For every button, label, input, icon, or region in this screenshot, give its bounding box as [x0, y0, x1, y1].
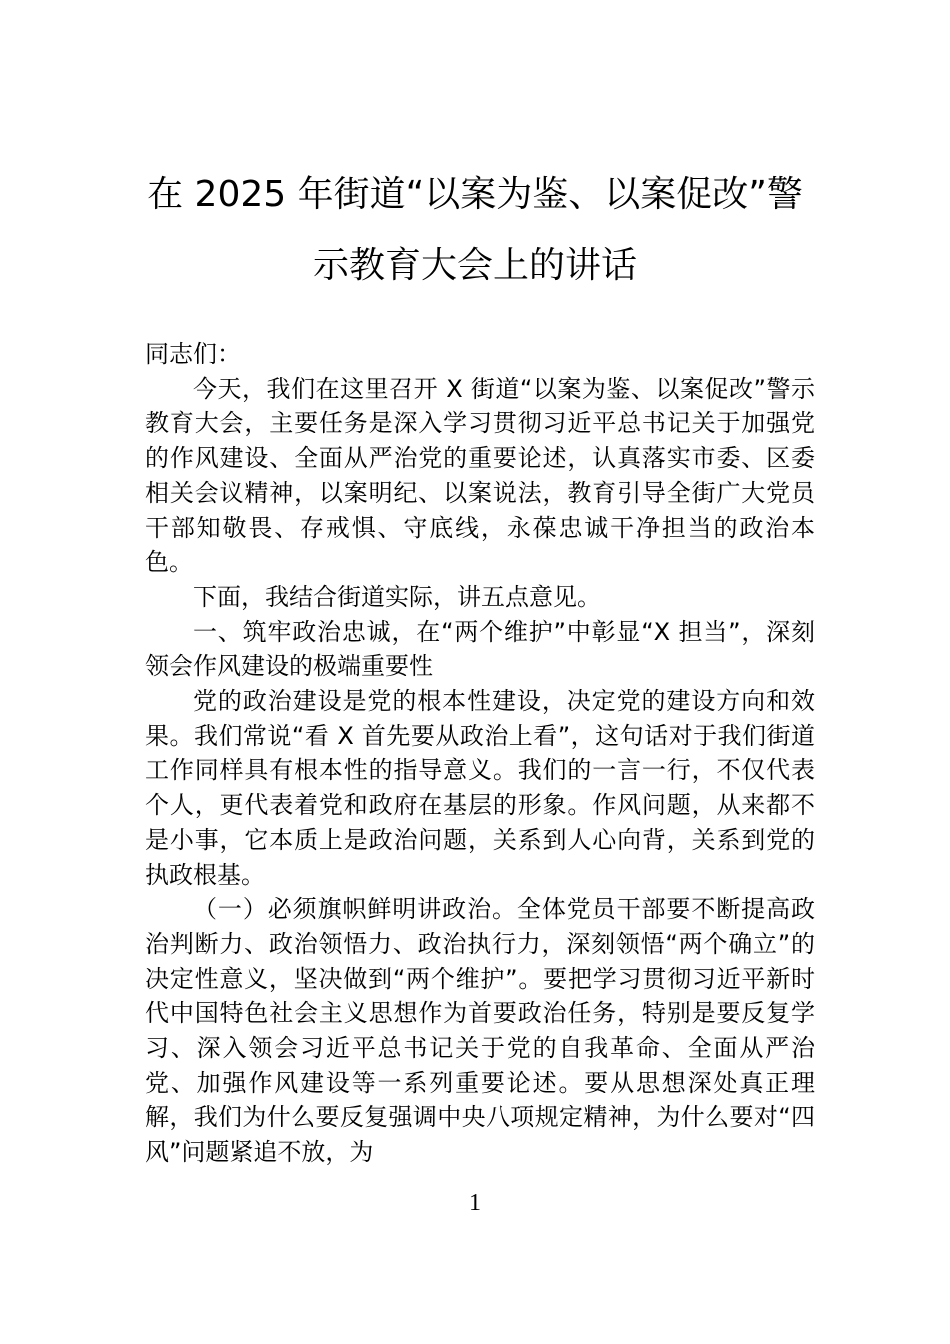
document-title-line-1: 在 2025 年街道“以案为鉴、以案促改”警 [147, 174, 803, 215]
paragraph-outline: 下面，我结合街道实际，讲五点意见。 [193, 582, 601, 611]
salutation: 同志们： [145, 340, 241, 368]
page-number: 1 [469, 1190, 481, 1216]
section-heading-1: 一、筑牢政治忠诚，在“两个维护”中彰显“X 担当”，深刻领会作风建设的极端重要性 [145, 617, 815, 681]
document-body [145, 337, 815, 1170]
subsection-1: （一）必须旗帜鲜明讲政治。全体党员干部要不断提高政治判断力、政治领悟力、政治执行力，深刻领悟“两个确立”的决定性意义，坚决做到“两个维护”。要把学习贯彻习近平新时代中国特色社会主义思想作为首要政治任务，特别是要反复学习、深入领会习近平总书记关于党的自我革命、全面从严治党、加强作风建设等一系列重要论述。要从思想深处真正理解，我们为什么要反复强调中央八项规定精神，为什么要对“四风”问题紧追不放，为 [145, 895, 815, 1167]
paragraph-intro: 今天，我们在这里召开 X 街道“以案为鉴、以案促改”警示教育大会，主要任务是深入学习贯彻习近平总书记关于加强党的作风建设、全面从严治党的重要论述，认真落实市委、区委相关会议精神，以案明纪、以案说法，教育引导全街广大党员干部知敬畏、存戒惧、守底线，永葆忠诚干净担当的政治本色。 [145, 374, 815, 577]
document-title-line-2: 示教育大会上的讲话 [312, 245, 637, 286]
paragraph-political-building: 党的政治建设是党的根本性建设，决定党的建设方向和效果。我们常说“看 X 首先要从政治上看”，这句话对于我们街道工作同样具有根本性的指导意义。我们的一言一行，不仅代表个人，更代表着党和政府在基层的形象。作风问题，从来都不是小事，它本质上是政治问题，关系到人心向背，关系到党的执政根基。 [145, 687, 815, 889]
